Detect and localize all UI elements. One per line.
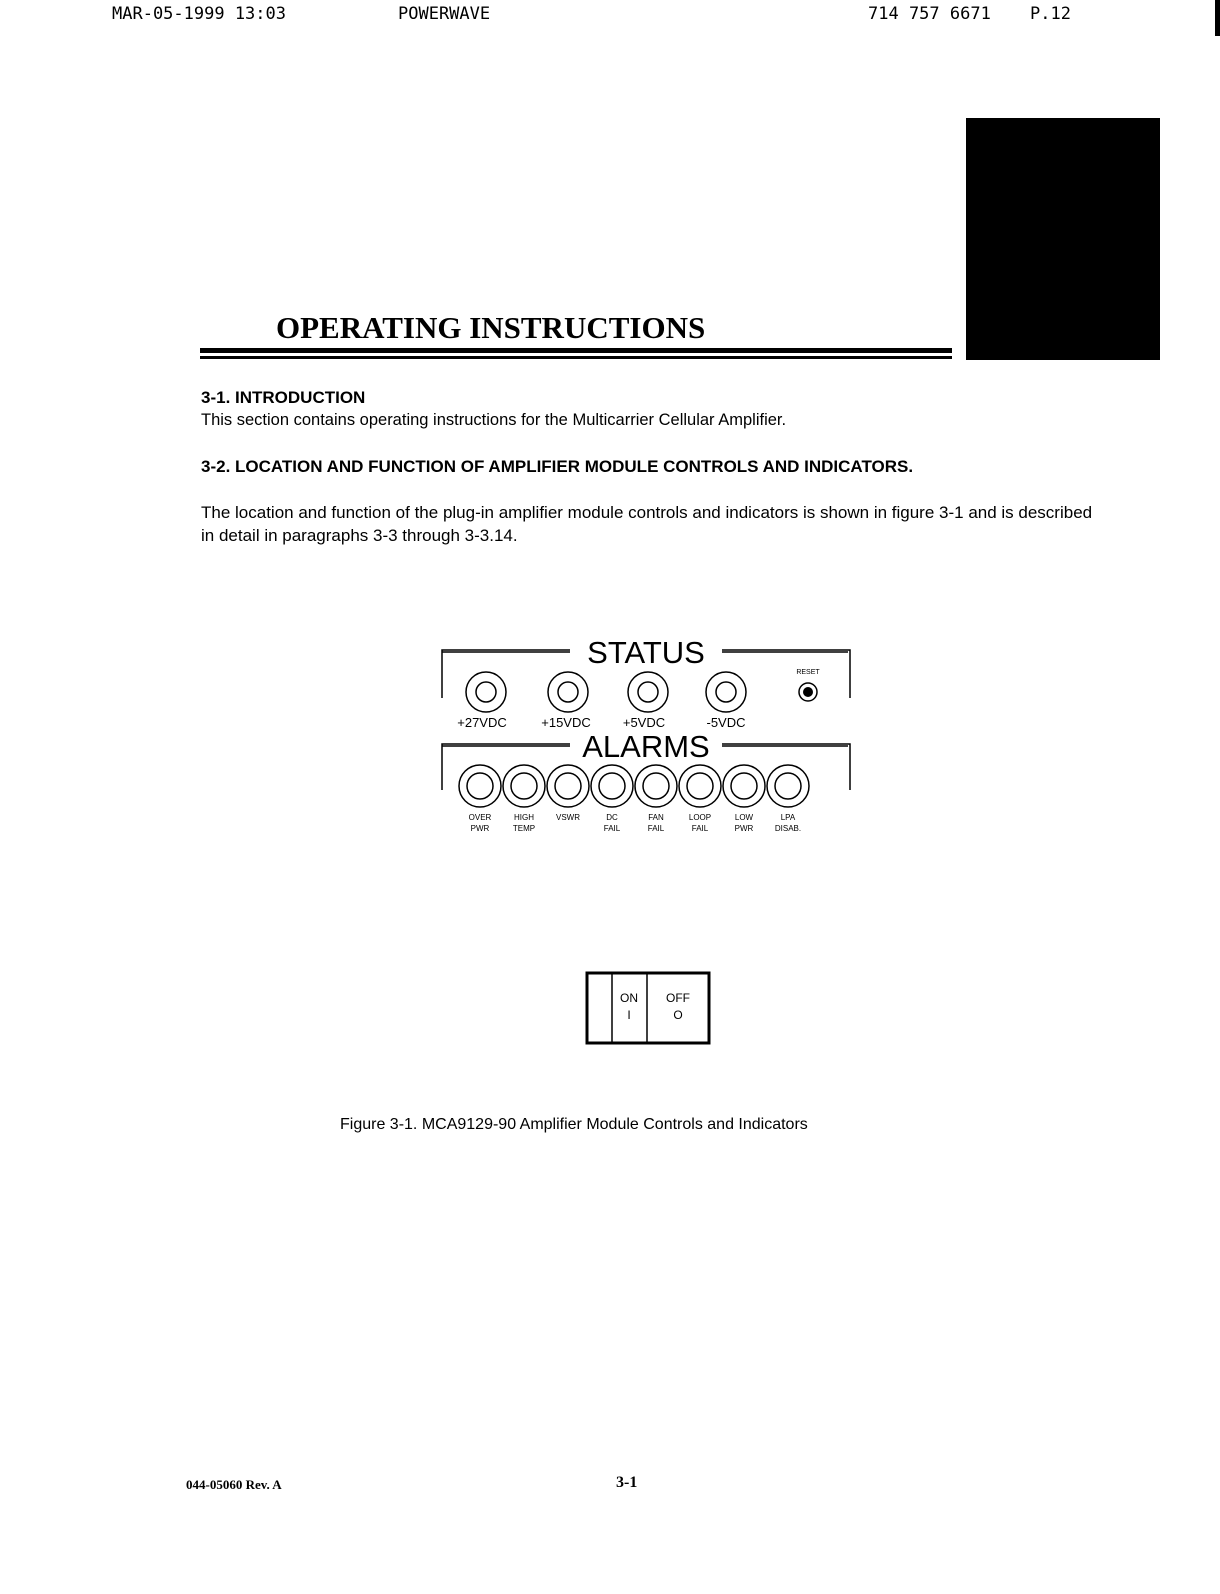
page-title: OPERATING INSTRUCTIONS: [276, 310, 706, 345]
alarm-label-5b: FAIL: [647, 824, 665, 833]
alarm-label-4a: DC: [606, 813, 618, 822]
reset-button-icon: [799, 683, 817, 701]
status-led-label-4: -5VDC: [706, 715, 746, 730]
figure-caption: Figure 3-1. MCA9129-90 Amplifier Module Controls and Indicators: [340, 1116, 808, 1133]
section-text-location: The location and function of the plug-in amplifier module controls and indicators is shown in figure 3-1 and is described in detail in paragraphs 3-3 through 3-3.14.: [201, 503, 1093, 545]
switch-off-symbol: O: [673, 1008, 683, 1022]
alarm-led-5: [635, 765, 677, 807]
alarm-label-1a: OVER: [468, 813, 492, 822]
status-alarms-panel-figure: [430, 630, 870, 850]
status-led-label-3: +5VDC: [622, 715, 666, 730]
status-led-label-2: +15VDC: [541, 715, 591, 730]
alarm-label-8a: LPA: [780, 813, 796, 822]
alarm-led-4: [591, 765, 633, 807]
alarm-label-7a: LOW: [734, 813, 754, 822]
title-rule-bottom: [200, 356, 952, 359]
section-text-introduction: This section contains operating instructions for the Multicarrier Cellular Amplifier.: [201, 411, 787, 429]
alarm-label-1b: PWR: [470, 824, 490, 833]
section-heading-introduction: 3-1. INTRODUCTION: [201, 388, 366, 407]
title-rule-top: [200, 348, 952, 353]
switch-off-label: OFF: [666, 991, 690, 1005]
alarm-label-8b: DISAB.: [774, 824, 802, 833]
switch-on-label: ON: [620, 991, 638, 1005]
section-heading-location: 3-2. LOCATION AND FUNCTION OF AMPLIFIER MODULE CONTROLS AND INDICATORS.: [201, 457, 914, 476]
reset-label: RESET: [796, 669, 820, 676]
alarm-label-2a: HIGH: [514, 813, 534, 822]
alarm-label-4b: FAIL: [603, 824, 621, 833]
fax-sender: POWERWAVE: [398, 4, 491, 24]
alarms-title: ALARMS: [582, 729, 710, 764]
alarm-led-7: [723, 765, 765, 807]
footer-page-number: 3-1: [616, 1474, 638, 1491]
status-led-label-1: +27VDC: [457, 715, 507, 730]
alarm-label-5a: FAN: [648, 813, 664, 822]
alarm-label-6b: FAIL: [691, 824, 709, 833]
fax-phone: 714 757 6671: [868, 4, 991, 24]
switch-on-symbol: I: [627, 1008, 631, 1022]
scan-edge-mark: [1215, 0, 1220, 36]
status-led-1: [466, 672, 506, 712]
alarm-label-6a: LOOP: [688, 813, 712, 822]
footer-doc-number: 044-05060 Rev. A: [186, 1477, 282, 1492]
alarm-led-6: [679, 765, 721, 807]
scanned-black-box: [966, 118, 1160, 360]
alarm-led-3: [547, 765, 589, 807]
power-switch: [584, 970, 714, 1048]
status-led-2: [548, 672, 588, 712]
fax-page: P.12: [1030, 4, 1071, 24]
status-title: STATUS: [587, 635, 705, 670]
status-led-3: [628, 672, 668, 712]
fax-datetime: MAR-05-1999 13:03: [112, 4, 286, 24]
status-led-4: [706, 672, 746, 712]
alarm-led-1: [459, 765, 501, 807]
alarm-label-3a: VSWR: [556, 813, 580, 822]
alarm-label-2b: TEMP: [512, 824, 536, 833]
alarm-led-8: [767, 765, 809, 807]
alarm-led-2: [503, 765, 545, 807]
alarm-label-7b: PWR: [734, 824, 754, 833]
